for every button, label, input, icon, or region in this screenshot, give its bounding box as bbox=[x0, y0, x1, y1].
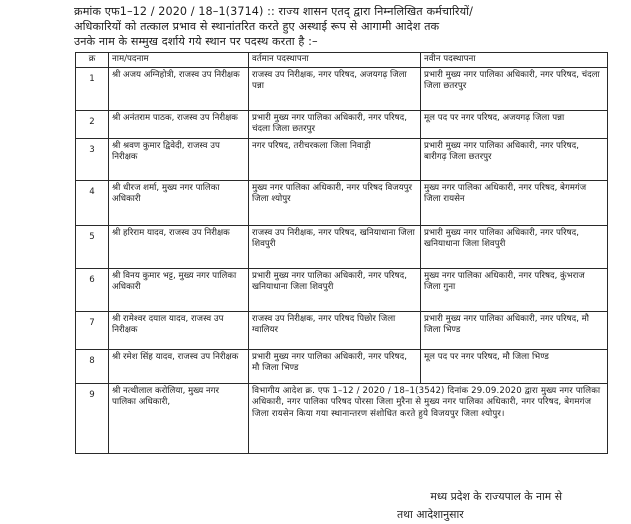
new-posting-cell: प्रभारी मुख्य नगर पालिका अधिकारी, नगर परिषद, खनियाधाना जिला शिवपुरी bbox=[421, 225, 608, 268]
serial-cell: 9 bbox=[76, 383, 109, 453]
new-posting-cell: मुख्य नगर पालिका अधिकारी, नगर परिषद, बेगमगंज जिला रायसेन bbox=[421, 180, 608, 225]
preamble-line-2: अधिकारियों को तत्काल प्रभाव से स्थानांतरित करते हुए अस्थाई रूप से आगामी आदेश तक bbox=[74, 20, 440, 33]
table-row bbox=[76, 268, 608, 311]
name-cell: श्री नत्थीलाल करोलिया, मुख्य नगर पालिका अधिकारी, bbox=[109, 383, 249, 453]
name-cell: श्री विनय कुमार भट्ट, मुख्य नगर पालिका अधिकारी bbox=[109, 268, 249, 311]
serial-cell: 6 bbox=[76, 268, 109, 311]
serial-cell: 1 bbox=[76, 67, 109, 110]
current-posting-cell: राजस्व उप निरीक्षक, नगर परिषद पिछोर जिला ग्वालियर bbox=[249, 311, 421, 349]
table-row bbox=[76, 349, 608, 383]
current-posting-cell: नगर परिषद, तरीचरकला जिला निवाड़ी bbox=[249, 138, 421, 180]
table-header-row bbox=[76, 53, 608, 68]
serial-cell: 5 bbox=[76, 225, 109, 268]
col-header-name: नाम/पदनाम bbox=[109, 53, 249, 68]
current-posting-cell: राजस्व उप निरीक्षक, नगर परिषद, अजयगढ़ जिला पन्ना bbox=[249, 67, 421, 110]
new-posting-cell: प्रभारी मुख्य नगर पालिका अधिकारी, नगर परिषद, चंदला जिला छतरपुर bbox=[421, 67, 608, 110]
new-posting-cell: प्रभारी मुख्य नगर पालिका अधिकारी, नगर परिषद, बारीगढ़ जिला छतरपुर bbox=[421, 138, 608, 180]
table-row bbox=[76, 67, 608, 110]
serial-cell: 3 bbox=[76, 138, 109, 180]
col-header-new-posting: नवीन पदस्थापना bbox=[421, 53, 608, 68]
col-header-serial: क्र bbox=[76, 53, 109, 68]
table-row bbox=[76, 383, 608, 453]
preamble-line-3: उनके नाम के सम्मुख दर्शाये गये स्थान पर पदस्थ करता है :– bbox=[74, 35, 318, 48]
new-posting-cell: मुख्य नगर पालिका अधिकारी, नगर परिषद, कुंभराज जिला गुना bbox=[421, 268, 608, 311]
name-cell: श्री हरिराम यादव, राजस्व उप निरीक्षक bbox=[109, 225, 249, 268]
current-posting-cell: मुख्य नगर पालिका अधिकारी, नगर परिषद विजयपुर जिला श्योपुर bbox=[249, 180, 421, 225]
order-authority-line: तथा आदेशानुसार bbox=[397, 508, 464, 521]
name-cell: श्री धीरज शर्मा, मुख्य नगर पालिका अधिकारी bbox=[109, 180, 249, 225]
serial-cell: 8 bbox=[76, 349, 109, 383]
serial-cell: 7 bbox=[76, 311, 109, 349]
current-posting-cell: प्रभारी मुख्य नगर पालिका अधिकारी, नगर परिषद, चंदला जिला छतरपुर bbox=[249, 110, 421, 138]
name-cell: श्री अजय अग्निहोत्री, राजस्व उप निरीक्षक bbox=[109, 67, 249, 110]
current-posting-cell: प्रभारी मुख्य नगर पालिका अधिकारी, नगर परिषद, मौ जिला भिण्ड bbox=[249, 349, 421, 383]
new-posting-cell: मूल पद पर नगर परिषद, अजयगढ़ जिला पन्ना bbox=[421, 110, 608, 138]
new-posting-cell: मूल पद पर नगर परिषद, मौ जिला भिण्ड bbox=[421, 349, 608, 383]
modification-note-cell: विभागीय आदेश क्र. एफ 1–12 / 2020 / 18–1(3542) दिनांक 29.09.2020 द्वारा मुख्य नगर पालिका अधिकारी, नगर पालिका परिषद पोरसा जिला मुरैना से मुख्य नगर पालिका अधिकारी, नगर परिषद, बेगमगंज जिला रायसेन किया गया स्थानान्तरण संशोधित करते हुये विजयपुर जिला श्योपुर। bbox=[249, 383, 608, 453]
name-cell: श्री रमेश सिंह यादव, राजस्व उप निरीक्षक bbox=[109, 349, 249, 383]
name-cell: श्री अनंतराम पाठक, राजस्व उप निरीक्षक bbox=[109, 110, 249, 138]
table-row bbox=[76, 110, 608, 138]
name-cell: श्री रामेश्वर दयाल यादव, राजस्व उप निरीक्षक bbox=[109, 311, 249, 349]
serial-cell: 2 bbox=[76, 110, 109, 138]
name-cell: श्री श्रवण कुमार द्विवेदी, राजस्व उप निरीक्षक bbox=[109, 138, 249, 180]
serial-cell: 4 bbox=[76, 180, 109, 225]
preamble-line-1: क्रमांक एफ1–12 / 2020 / 18–1(3714) :: राज्य शासन एतद् द्वारा निम्नलिखित कर्मचारियों/ bbox=[74, 5, 473, 18]
governor-name-line: मध्य प्रदेश के राज्यपाल के नाम से bbox=[430, 490, 562, 503]
order-preamble bbox=[74, 4, 626, 49]
table-row bbox=[76, 225, 608, 268]
signature-block bbox=[374, 488, 562, 524]
table-row bbox=[76, 180, 608, 225]
col-header-current-posting: वर्तमान पदस्थापना bbox=[249, 53, 421, 68]
current-posting-cell: राजस्व उप निरीक्षक, नगर परिषद, खनियाधाना जिला शिवपुरी bbox=[249, 225, 421, 268]
current-posting-cell: प्रभारी मुख्य नगर पालिका अधिकारी, नगर परिषद, खनियाधाना जिला शिवपुरी bbox=[249, 268, 421, 311]
transfer-table bbox=[75, 52, 608, 454]
table-row bbox=[76, 311, 608, 349]
new-posting-cell: प्रभारी मुख्य नगर पालिका अधिकारी, नगर परिषद, मौ जिला भिण्ड bbox=[421, 311, 608, 349]
table-row bbox=[76, 138, 608, 180]
